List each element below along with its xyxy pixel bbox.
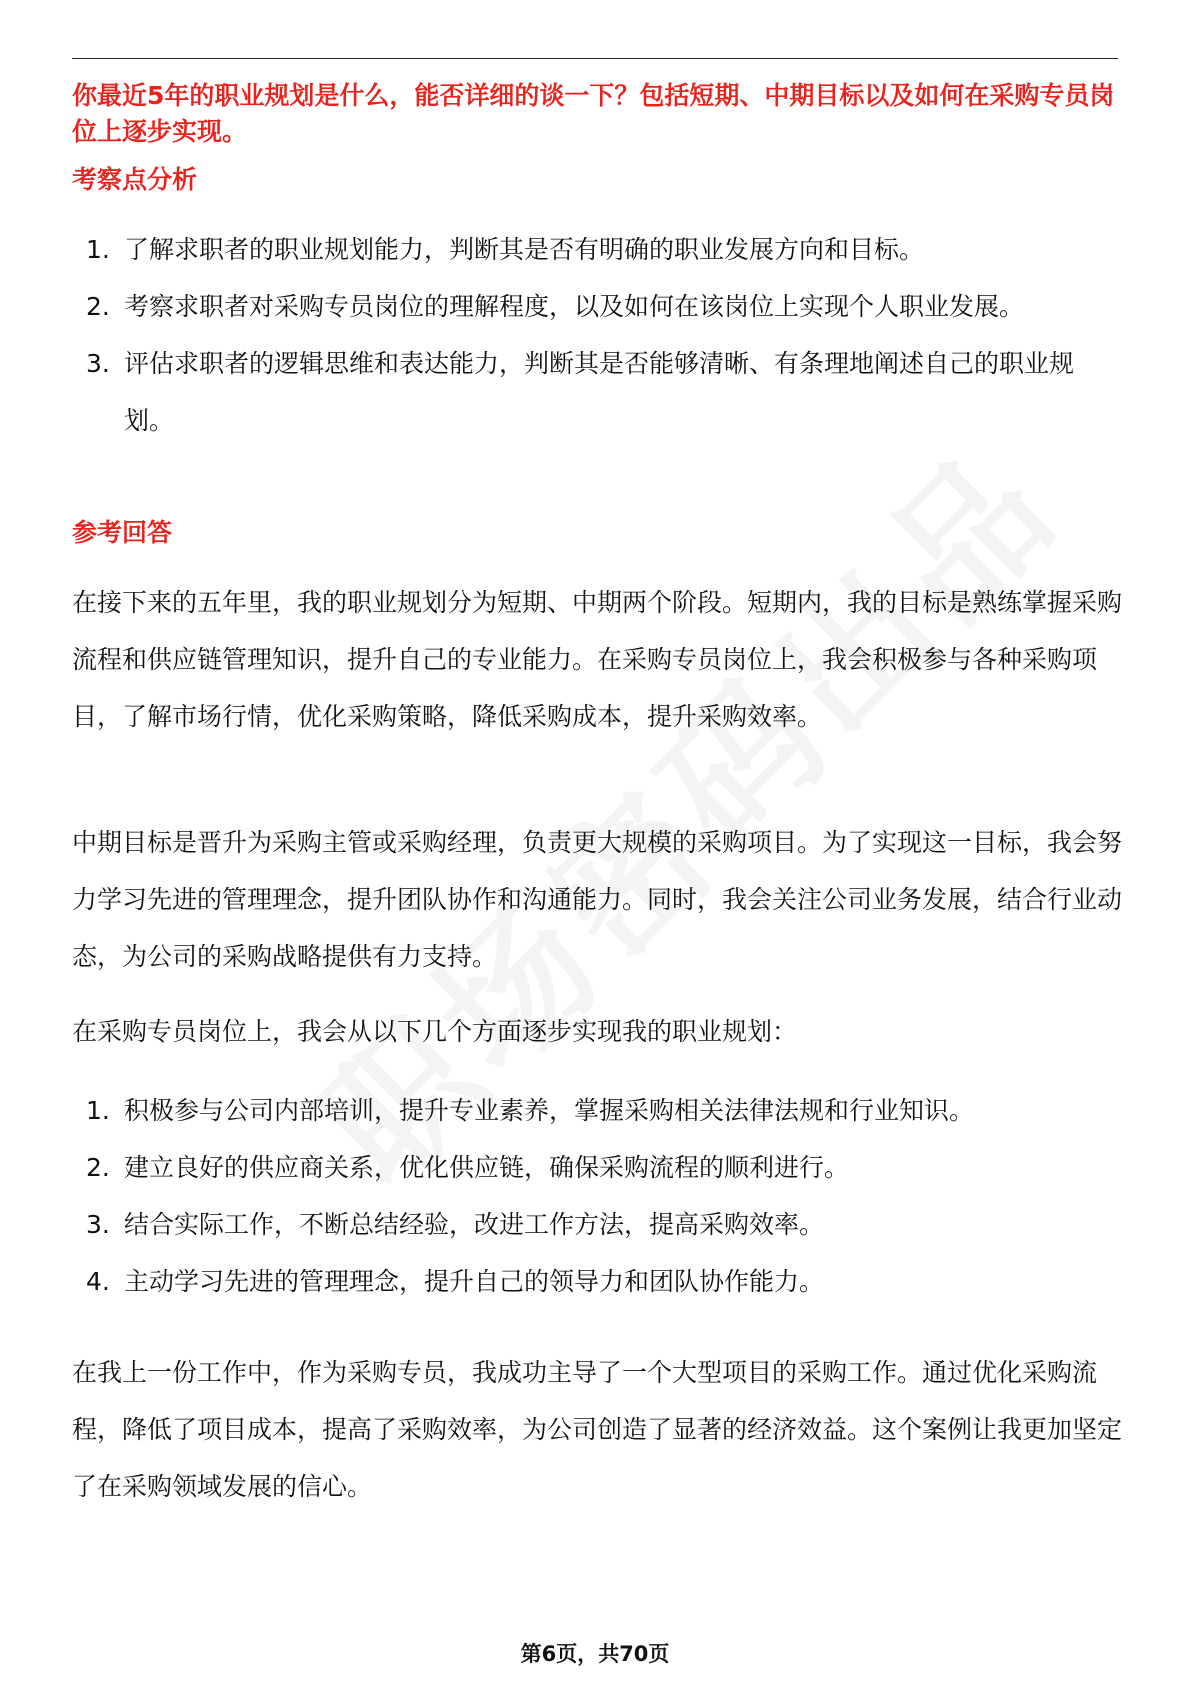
list-text: 考察求职者对采购专员岗位的理解程度，以及如何在该岗位上实现个人职业发展。	[124, 292, 1025, 321]
list-number: 2.	[86, 1153, 110, 1182]
list-text: 评估求职者的逻辑思维和表达能力，判断其是否能够清晰、有条理地阐述自己的职业规划。	[124, 349, 1075, 435]
header-rule	[72, 58, 1118, 59]
list-number: 2.	[86, 292, 110, 321]
list-text: 结合实际工作，不断总结经验，改进工作方法，提高采购效率。	[124, 1210, 825, 1239]
list-item	[72, 1253, 1122, 1310]
answer-paragraph-3: 在采购专员岗位上，我会从以下几个方面逐步实现我的职业规划：	[72, 1017, 798, 1046]
list-item	[72, 335, 1122, 449]
list-number: 3.	[86, 349, 110, 378]
list-number: 3.	[86, 1210, 110, 1239]
list-item	[72, 1196, 1122, 1253]
list-item	[72, 1139, 1122, 1196]
list-number: 4.	[86, 1267, 110, 1296]
list-item	[72, 278, 1122, 335]
list-text: 了解求职者的职业规划能力，判断其是否有明确的职业发展方向和目标。	[124, 235, 925, 264]
list-item	[72, 221, 1122, 278]
analysis-list	[72, 221, 1122, 449]
analysis-heading: 考察点分析	[72, 165, 198, 194]
answer-heading: 参考回答	[72, 518, 173, 547]
list-number: 1.	[86, 1096, 110, 1125]
page-number: 第6页，共70页	[520, 1642, 670, 1666]
list-text: 建立良好的供应商关系，优化供应链，确保采购流程的顺利进行。	[124, 1153, 850, 1182]
list-text: 主动学习先进的管理理念，提升自己的领导力和团队协作能力。	[124, 1267, 825, 1296]
list-number: 1.	[86, 235, 110, 264]
list-item	[72, 1082, 1122, 1139]
list-text: 积极参与公司内部培训，提升专业素养，掌握采购相关法律法规和行业知识。	[124, 1096, 975, 1125]
answer-paragraph-1: 在接下来的五年里，我的职业规划分为短期、中期两个阶段。短期内，我的目标是熟练掌握采购流程和供应链管理知识，提升自己的专业能力。在采购专员岗位上，我会积极参与各种采购项目，了解市场行情，优化采购策略，降低采购成本，提升采购效率。	[72, 588, 1123, 731]
answer-paragraph-2: 中期目标是晋升为采购主管或采购经理，负责更大规模的采购项目。为了实现这一目标，我会努力学习先进的管理理念，提升团队协作和沟通能力。同时，我会关注公司业务发展，结合行业动态，为公司的采购战略提供有力支持。	[72, 828, 1123, 971]
question-title: 你最近5年的职业规划是什么，能否详细的谈一下？包括短期、中期目标以及如何在采购专员岗位上逐步实现。	[72, 81, 1115, 146]
answer-list	[72, 1082, 1122, 1310]
answer-paragraph-4: 在我上一份工作中，作为采购专员，我成功主导了一个大型项目的采购工作。通过优化采购流程，降低了项目成本，提高了采购效率，为公司创造了显著的经济效益。这个案例让我更加坚定了在采购领域发展的信心。	[72, 1358, 1123, 1501]
